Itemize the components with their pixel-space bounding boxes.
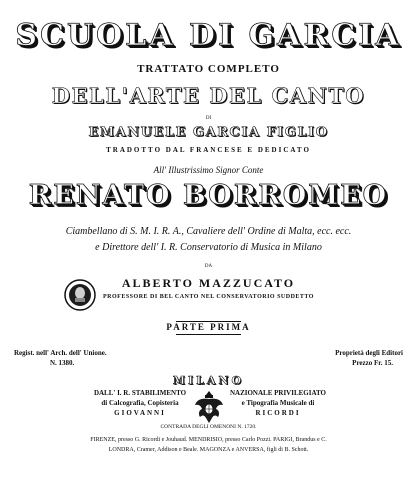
- publisher-left: DALL' I. R. STABILIMENTO di Calcografia, Copisteria GIOVANNI: [93, 389, 187, 417]
- translation-note: TRADOTTO DAL FRANCESE E DEDICATO: [106, 146, 311, 154]
- dedicatee-titles-line-1: Ciambellano di S. M. I. R. A., Cavaliere dell' Ordine di Malta, ecc. ecc.: [65, 226, 352, 237]
- agents-line-1: FIRENZE, presso G. Ricordi e Jouhaud. MENDRISIO, presso Carlo Pozzi. PARIGI, Brandus e C.: [90, 437, 327, 443]
- library-seal: [63, 278, 97, 312]
- agents-line-2: LONDRA, Cramer, Addison e Beale. MAGONZA e ANVERSA, figli di B. Schott.: [108, 447, 309, 453]
- subtitle-treatise: TRATTATO COMPLETO: [137, 63, 280, 75]
- book-title: SCUOLA DI GARCIA: [15, 18, 402, 53]
- publisher-address: CONTRADA DEGLI OMENONI N. 1720.: [160, 424, 257, 430]
- part-label: PARTE PRIMA: [166, 322, 251, 332]
- imperial-eagle-emblem: [193, 387, 225, 427]
- publisher-right: NAZIONALE PRIVILEGIATO e Tipografia Musicale di RICORDI: [229, 389, 326, 417]
- by-label: DI: [205, 116, 212, 121]
- translator-title: PROFESSORE DI BEL CANTO NEL CONSERVATORIO SUDDETTO: [103, 294, 314, 300]
- translator-name: ALBERTO MAZZUCATO: [121, 276, 296, 290]
- dedicatee-titles-line-2: e Direttore dell' I. R. Conservatorio di Musica in Milano: [95, 242, 322, 253]
- dedication-line: All' Illustrissimo Signor Conte: [153, 165, 264, 175]
- from-label: DA: [204, 264, 213, 269]
- city-name: MILANO: [172, 374, 245, 387]
- dedicatee-name: RENATO BORROMEO: [28, 180, 389, 211]
- registration-note: Regist. nell' Arch. dell' Unione. N. 1380.: [14, 349, 107, 367]
- author-name: EMANUELE GARCIA FIGLIO: [88, 125, 329, 140]
- publisher-property-note: Proprietà degli Editori Prezzo Fr. 15.: [335, 349, 403, 367]
- subtitle-art-of-singing: DELL'ARTE DEL CANTO: [51, 83, 366, 108]
